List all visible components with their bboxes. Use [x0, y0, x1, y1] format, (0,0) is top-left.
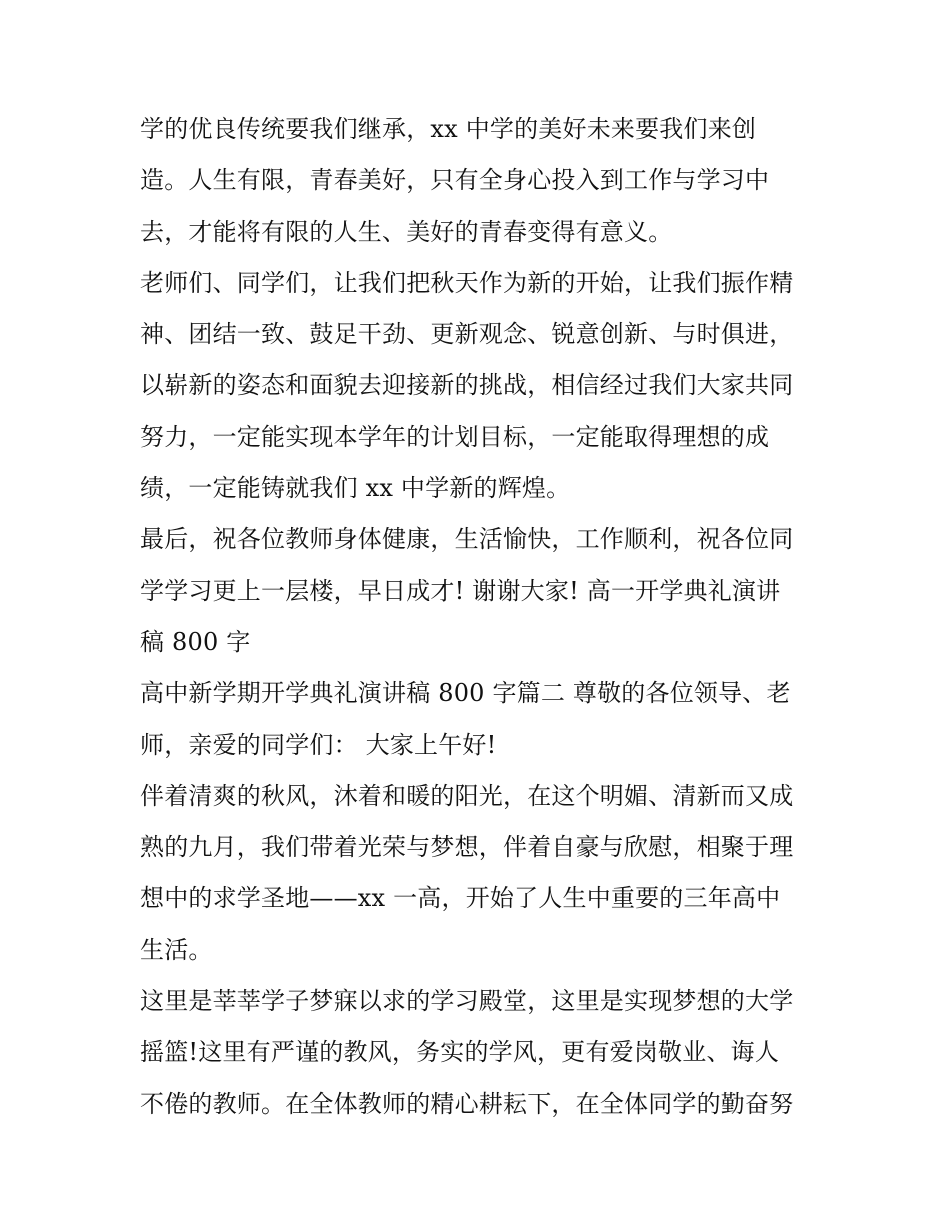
text-line-4: 老师们、同学们，让我们把秋天作为新的开始，让我们振作精 [140, 268, 794, 297]
text-line-15: 熟的九月，我们带着光荣与梦想，伴着自豪与欣慰，相聚于理 [140, 833, 794, 862]
text-line-9: 最后，祝各位教师身体健康，生活愉快，工作顺利，祝各位同 [140, 525, 794, 554]
text-line-20: 不倦的教师。在全体教师的精心耕耘下，在全体同学的勤奋努 [140, 1089, 794, 1118]
text-line-11: 稿 800 字 [140, 627, 251, 656]
text-line-18: 这里是莘莘学子梦寐以求的学习殿堂，这里是实现梦想的大学 [140, 987, 794, 1016]
text-line-10: 学学习更上一层楼，早日成才! 谢谢大家! 高一开学典礼演讲 [140, 576, 781, 605]
text-line-13: 师，亲爱的同学们： 大家上午好! [140, 730, 497, 759]
document-body [140, 104, 820, 1130]
text-line-17: 生活。 [140, 935, 213, 964]
text-line-6: 以崭新的姿态和面貌去迎接新的挑战，相信经过我们大家共同 [140, 371, 794, 400]
text-line-1: 学的优良传统要我们继承，xx 中学的美好未来要我们来创 [140, 115, 757, 143]
text-line-19: 摇篮!这里有严谨的教风，务实的学风，更有爱岗敬业、诲人 [140, 1038, 780, 1067]
text-line-3: 去，才能将有限的人生、美好的青春变得有意义。 [140, 217, 673, 246]
text-line-2: 造。人生有限，青春美好，只有全身心投入到工作与学习中 [140, 166, 770, 195]
text-line-8: 绩，一定能铸就我们 xx 中学新的辉煌。 [140, 474, 571, 503]
text-line-5: 神、团结一致、鼓足干劲、更新观念、锐意创新、与时俱进， [140, 320, 794, 349]
text-line-7: 努力，一定能实现本学年的计划目标，一定能取得理想的成 [140, 422, 770, 451]
text-line-14: 伴着清爽的秋风，沐着和暖的阳光，在这个明媚、清新而又成 [140, 781, 794, 810]
text-line-12: 高中新学期开学典礼演讲稿 800 字篇二 尊敬的各位领导、老 [140, 679, 791, 708]
text-line-16: 想中的求学圣地——xx 一高，开始了人生中重要的三年高中 [140, 884, 781, 913]
